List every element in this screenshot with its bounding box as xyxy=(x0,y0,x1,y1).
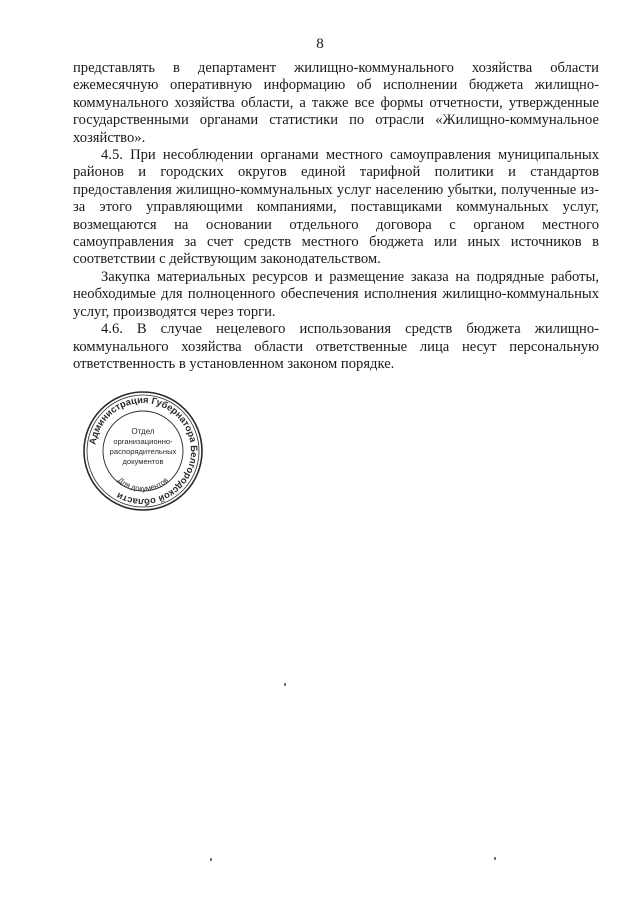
scan-speck xyxy=(210,858,212,861)
paragraph-continuation: представлять в департамент жилищно-коммунального хозяйства области ежемесячную оперативную информацию об исполнении бюджета жилищно-коммунального хозяйства области, а также все формы отчетности, утвержденные государственными органами статистики по отрасли «Жилищно-коммунальное хозяйство». xyxy=(73,60,599,146)
paragraph-procurement: Закупка материальных ресурсов и размещение заказа на подрядные работы, необходимые для полноценного обеспечения исполнения жилищно-коммунальных услуг, производятся через торги. xyxy=(73,268,599,320)
stamp-center-line-4: документов xyxy=(122,457,164,466)
paragraph-4-5: 4.5. При несоблюдении органами местного самоуправления муниципальных районов и городских округов единой тарифной политики и стандартов предоставления жилищно-коммунальных услуг населению убытки, полученные из-за этого управляющими компаниями, поставщиками коммунальных услуг, возмещаются на основании отдельного договора с органом местного самоуправления за счет средств местного бюджета или иных источников в соответствии с действующим законодательством. xyxy=(73,147,599,268)
stamp-inner-ring-text: Для документов xyxy=(116,475,170,494)
stamp-seal-graphic xyxy=(82,390,204,512)
stamp-center-line-3: распорядительных xyxy=(109,447,177,456)
document-body xyxy=(73,60,599,373)
page-number: 8 xyxy=(316,36,324,52)
stamp-center-line-1: Отдел xyxy=(131,427,155,436)
official-stamp xyxy=(82,390,204,512)
scan-speck xyxy=(494,857,496,860)
scan-speck xyxy=(284,683,286,686)
stamp-center-line-2: организационно- xyxy=(113,437,173,446)
paragraph-4-6: 4.6. В случае нецелевого использования средств бюджета жилищно-коммунального хозяйства области ответственные лица несут персональную ответственность в установленном законом порядке. xyxy=(73,321,599,372)
stamp-outer-ring-text: Администрация Губернатора Белгородской области xyxy=(86,393,201,509)
